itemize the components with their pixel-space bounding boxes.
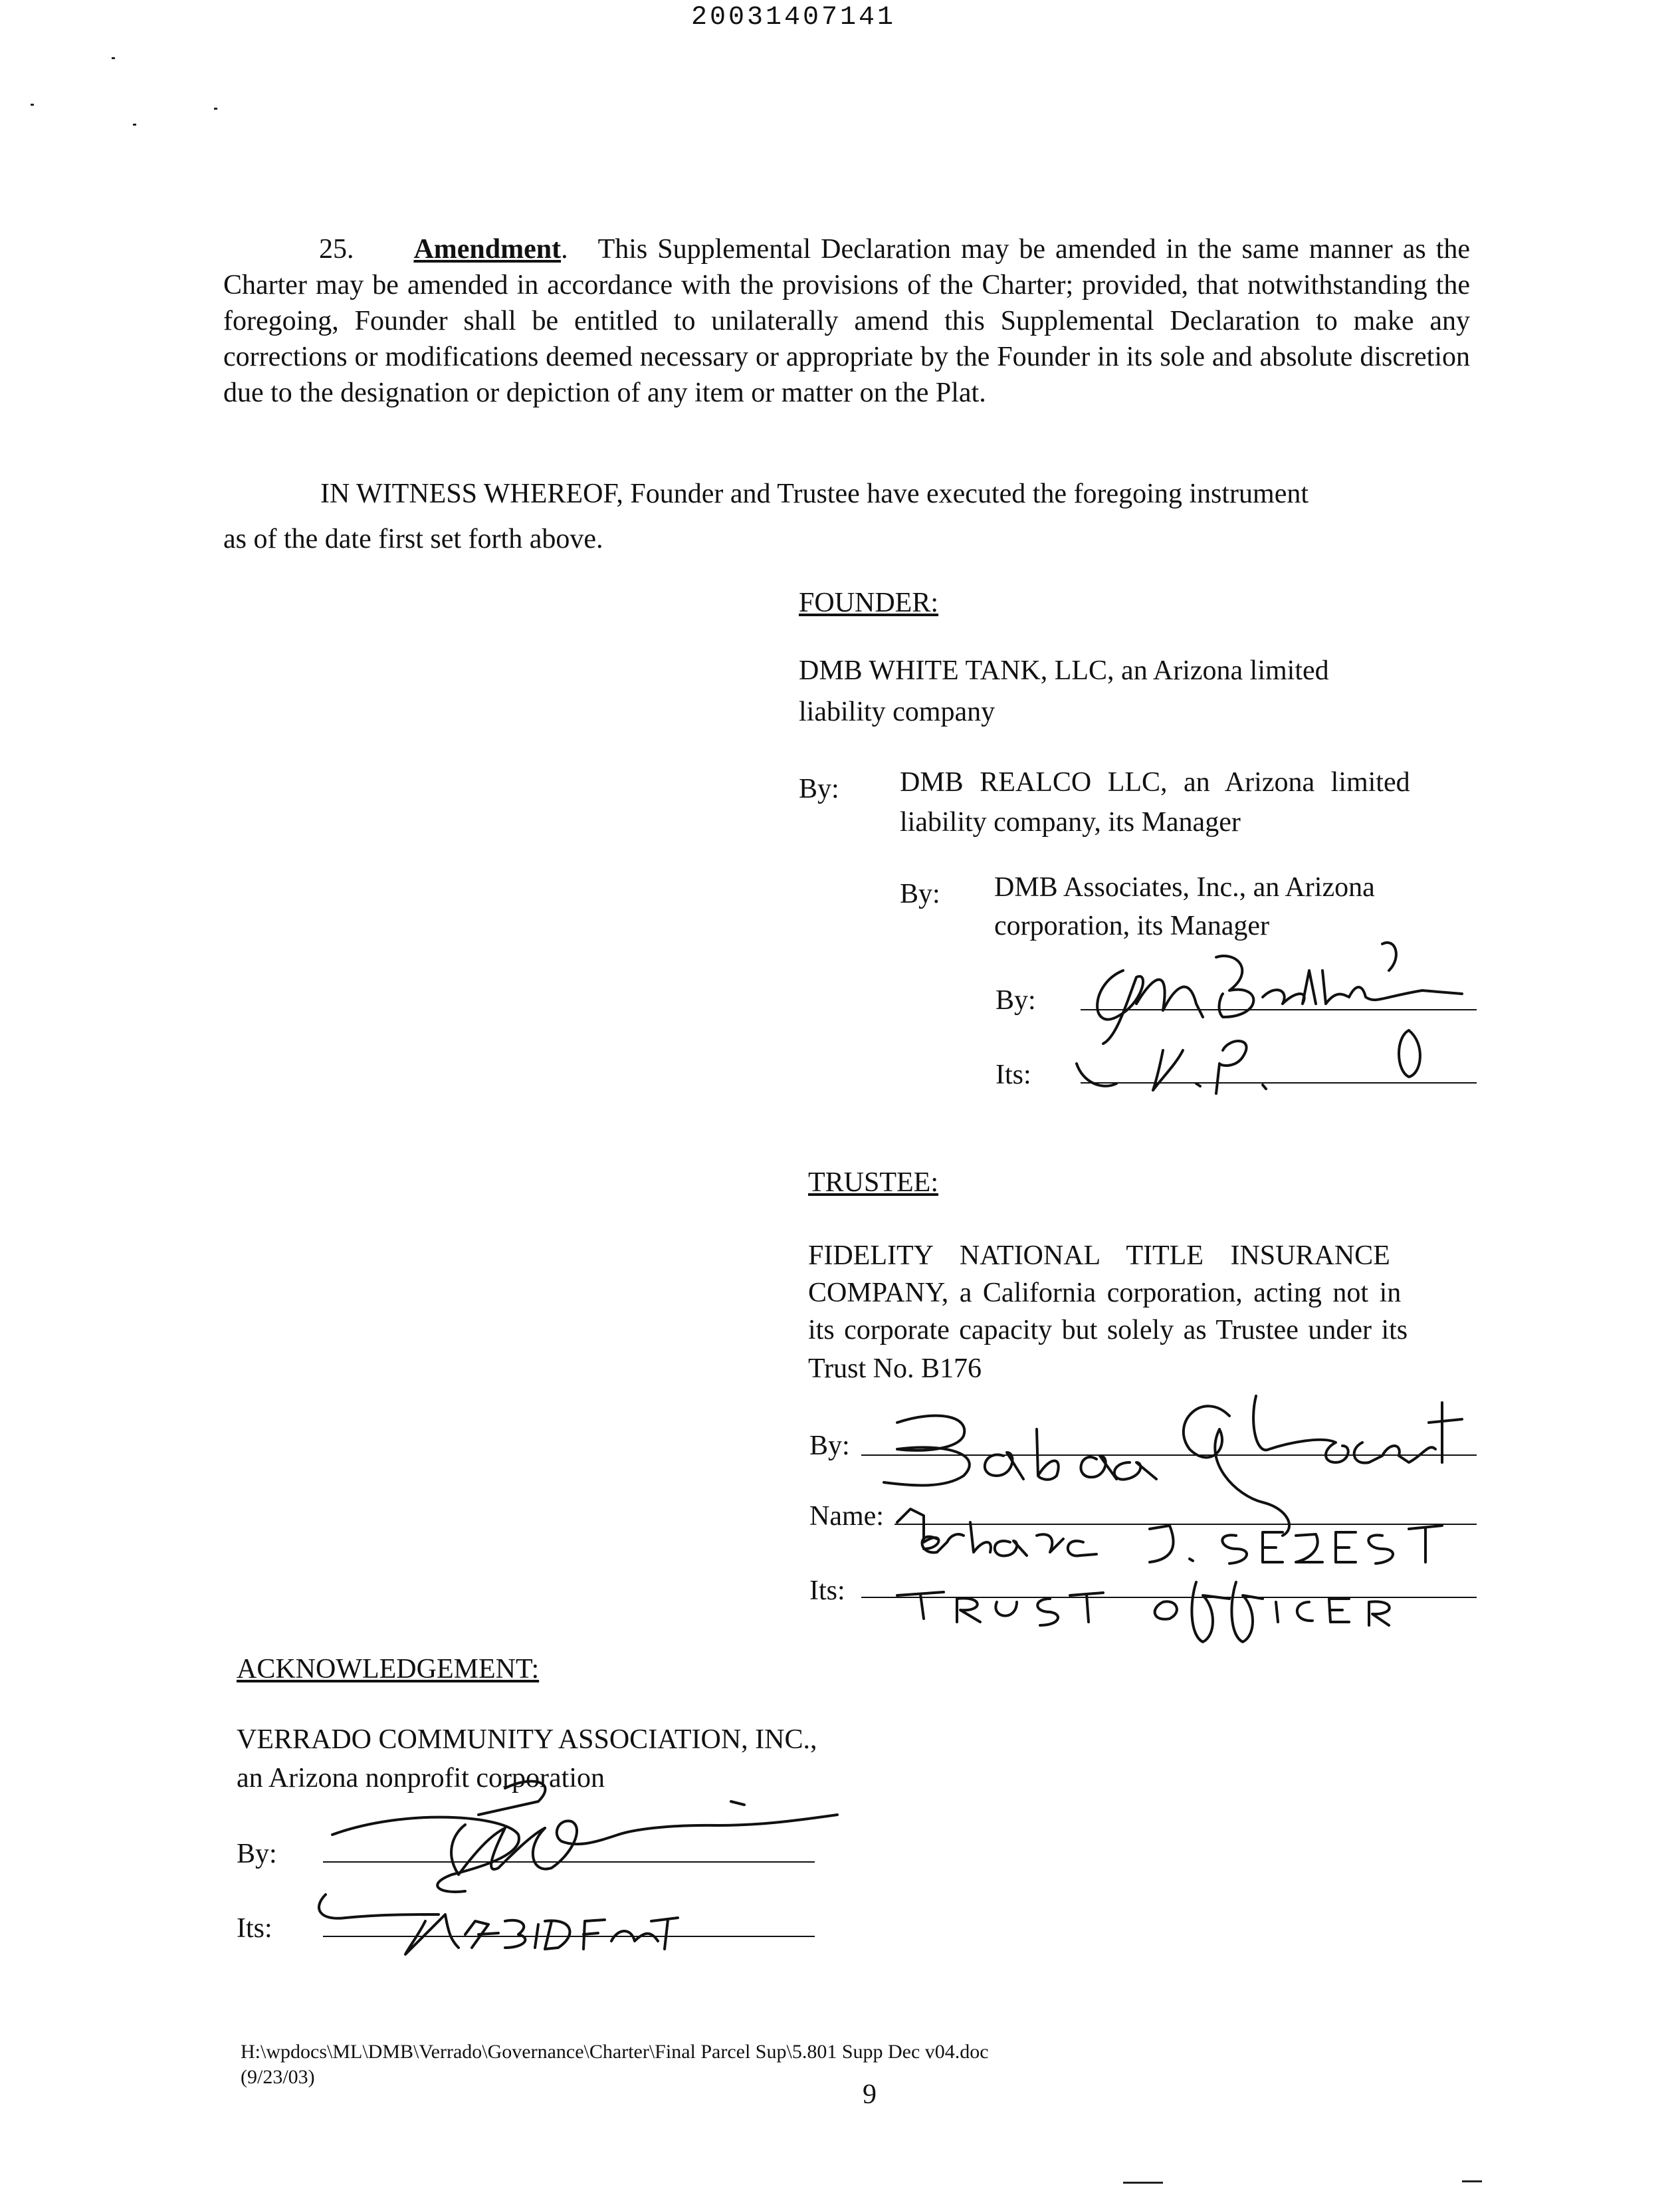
trustee-its-label: Its:	[809, 1575, 845, 1606]
founder-heading: FOUNDER:	[799, 588, 939, 618]
trustee-line-4: Trust No. B176	[808, 1353, 982, 1384]
trustee-line-1: FIDELITY NATIONAL TITLE INSURANCE	[808, 1240, 1390, 1271]
trustee-handwritten-signature	[857, 1369, 1495, 1649]
acknowledgement-its-label: Its:	[237, 1913, 272, 1944]
founder-its-label: Its:	[996, 1060, 1031, 1090]
scan-speck	[112, 57, 115, 59]
founder-by2-label: By:	[900, 879, 940, 909]
founder-by1-line-1: DMB REALCO LLC, an Arizona limited	[900, 767, 1410, 798]
founder-by2-line-2: corporation, its Manager	[994, 911, 1270, 941]
founder-entity-line-1: DMB WHITE TANK, LLC, an Arizona limited	[799, 655, 1329, 686]
trustee-heading: TRUSTEE:	[808, 1167, 938, 1198]
section-25-paragraph: 25. Amendment. This Supplemental Declaration may be amended in the same manner as the Charter may be amended in accordance with the provisions of the Charter; provided, that notwithstanding the foregoing, Founder shall be entitled to unilaterally amend this Supplemental Declaration to make any corrections or modifications deemed necessary or appropriate by the Founder in its sole and absolute discretion due to the designation or depiction of any item or matter on the Plat.	[223, 234, 1471, 408]
founder-by2-line-1: DMB Associates, Inc., an Arizona	[994, 872, 1375, 903]
scan-speck	[1123, 2182, 1163, 2184]
section-number: 25.	[319, 234, 354, 265]
witness-line-2: as of the date first set forth above.	[223, 524, 603, 554]
section-body: This Supplemental Declaration may be amended in the same manner as the Charter may be amended in accordance with the provisions of the Charter; provided, that notwithstanding the foregoing, Founder shall be entitled to unilaterally amend this Supplemental Declaration to make any corrections or modifications deemed necessary or appropriate by the Founder in its sole and absolute discretion due to the designation or depiction of any item or matter on the Plat.	[223, 234, 1471, 408]
trustee-name-label: Name:	[809, 1501, 884, 1532]
scan-speck	[31, 104, 34, 106]
acknowledgement-line-2: an Arizona nonprofit corporation	[237, 1763, 605, 1793]
founder-entity-line-2: liability company	[799, 697, 996, 727]
founder-signature-by-label: By:	[996, 985, 1036, 1016]
page-number: 9	[863, 2079, 877, 2110]
scan-speck	[1462, 2180, 1482, 2182]
trustee-by-label: By:	[809, 1431, 850, 1461]
founder-by1-line-2: liability company, its Manager	[900, 807, 1241, 838]
founder-handwritten-signature	[1063, 931, 1489, 1103]
founder-by1-label: By:	[799, 774, 839, 804]
trustee-line-2: COMPANY, a California corporation, acting not in	[808, 1278, 1402, 1308]
trustee-line-3: its corporate capacity but solely as Trustee under its	[808, 1315, 1408, 1345]
file-path: H:\wpdocs\ML\DMB\Verrado\Governance\Charter\Final Parcel Sup\5.801 Supp Dec v04.doc	[241, 2041, 989, 2063]
acknowledgement-handwritten-signature	[306, 1762, 851, 1954]
acknowledgement-by-label: By:	[237, 1839, 277, 1869]
section-heading: Amendment	[413, 234, 562, 265]
acknowledgement-line-1: VERRADO COMMUNITY ASSOCIATION, INC.,	[237, 1724, 817, 1755]
witness-line-1: IN WITNESS WHEREOF, Founder and Trustee have executed the foregoing instrument	[320, 479, 1309, 509]
scan-speck	[133, 124, 136, 126]
scan-speck	[214, 108, 217, 110]
acknowledgement-heading: ACKNOWLEDGEMENT:	[237, 1654, 540, 1684]
document-number: 20031407141	[691, 3, 896, 33]
document-date: (9/23/03)	[241, 2066, 315, 2088]
